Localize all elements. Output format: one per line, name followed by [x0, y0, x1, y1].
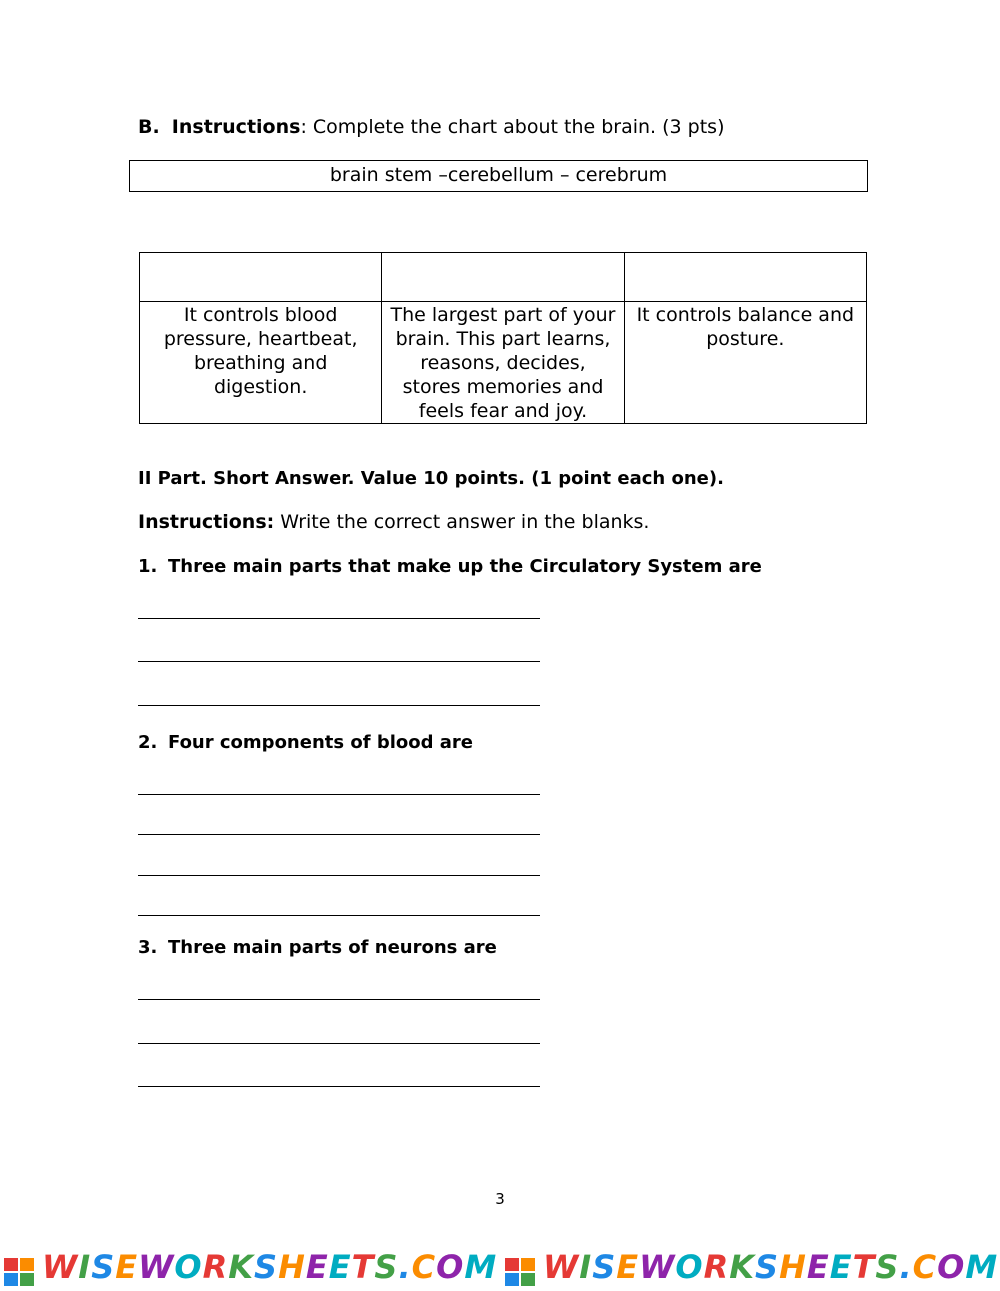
watermark-text: WISEWORKSHEETS.COM: [42, 1248, 498, 1286]
answer-line-2b[interactable]: [138, 834, 540, 835]
answer-line-1a[interactable]: [138, 618, 540, 619]
question-1: [138, 556, 762, 577]
answer-line-1b[interactable]: [138, 661, 540, 662]
description-row: [140, 302, 867, 424]
brain-chart: [139, 252, 867, 424]
question-2: [138, 732, 473, 753]
word-bank: brain stem –cerebellum – cerebrum: [129, 160, 868, 192]
answer-line-1c[interactable]: [138, 705, 540, 706]
section-label: B.: [138, 116, 160, 138]
question-3-number: 3.: [138, 937, 158, 958]
part-two-instructions: [138, 511, 649, 533]
watermark-2: [505, 1250, 1000, 1291]
watermark-footer: [0, 1250, 1000, 1291]
watermark-1: [4, 1250, 500, 1291]
question-2-number: 2.: [138, 732, 158, 753]
part-two-title: II Part. Short Answer. Value 10 points. (1 point each one).: [138, 468, 724, 489]
watermark-text: WISEWORKSHEETS.COM: [543, 1248, 999, 1286]
answer-cell-2[interactable]: [382, 253, 624, 302]
answer-line-2d[interactable]: [138, 915, 540, 916]
question-1-text: Three main parts that make up the Circulatory System are: [168, 556, 762, 577]
answer-line-3c[interactable]: [138, 1086, 540, 1087]
description-cell-1: It controls blood pressure, heartbeat, breathing and digestion.: [140, 302, 382, 424]
answer-line-2a[interactable]: [138, 794, 540, 795]
instructions-text: : Complete the chart about the brain. (3 pts): [300, 116, 725, 138]
page-number: 3: [495, 1190, 505, 1208]
question-2-text: Four components of blood are: [168, 732, 473, 753]
answer-row: [140, 253, 867, 302]
question-3-text: Three main parts of neurons are: [168, 937, 497, 958]
logo-icon: [505, 1258, 537, 1286]
answer-cell-3[interactable]: [624, 253, 866, 302]
part-two-instructions-label: Instructions:: [138, 511, 275, 533]
answer-line-2c[interactable]: [138, 875, 540, 876]
logo-icon: [4, 1258, 36, 1286]
answer-cell-1[interactable]: [140, 253, 382, 302]
section-b-heading: [138, 116, 725, 138]
answer-line-3b[interactable]: [138, 1043, 540, 1044]
part-two-instructions-text: Write the correct answer in the blanks.: [274, 511, 650, 533]
question-3: [138, 937, 497, 958]
answer-line-3a[interactable]: [138, 999, 540, 1000]
instructions-label: Instructions: [171, 116, 301, 138]
question-1-number: 1.: [138, 556, 158, 577]
description-cell-3: It controls balance and posture.: [624, 302, 866, 424]
description-cell-2: The largest part of your brain. This part learns, reasons, decides, stores memories and feels fear and joy.: [382, 302, 624, 424]
